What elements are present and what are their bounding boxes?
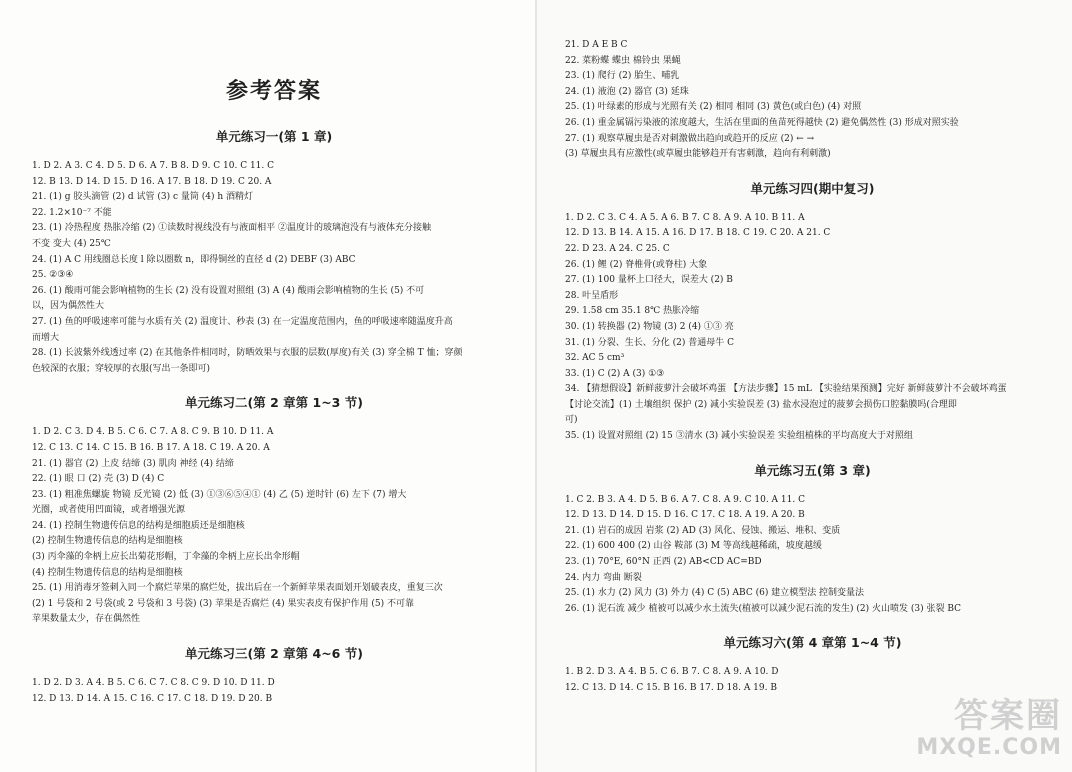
answer-line: 1. D 2. C 3. C 4. A 5. A 6. B 7. C 8. A 9. A 10. B 11. A	[565, 212, 805, 223]
answer-line: (2) 1 号袋和 2 号袋(或 2 号袋和 3 号袋) (3) 苹果是否腐烂 (4) 果实表皮有保护作用 (5) 不可靠	[32, 598, 414, 609]
unit-4-answers	[565, 211, 1060, 445]
answer-line: 25. (1) 用消毒牙签刺入同一个腐烂苹果的腐烂处，拔出后在一个新鲜苹果表面划开划破表皮，重复三次	[32, 583, 443, 594]
answer-line: 32. AC 5 cm³	[565, 353, 625, 364]
answer-line: 23. (1) 冷热程度 热胀冷缩 (2) ①读数时视线没有与液面相平 ②温度计的玻璃泡没有与液体充分接触	[32, 223, 431, 234]
answer-line: 26. (1) 酸雨可能会影响植物的生长 (2) 没有设置对照组 (3) A (4) 酸雨会影响植物的生长 (5) 不可	[32, 285, 425, 296]
unit-2-answers	[32, 425, 516, 628]
answer-line: 25. (1) 叶绿素的形成与光照有关 (2) 相同 相同 (3) 黄色(或白色) (4) 对照	[565, 102, 862, 113]
answer-line: 23. (1) 爬行 (2) 胎生、哺乳	[565, 71, 680, 82]
answer-line: 26. (1) 泥石流 减少 植被可以减少水土流失(植被可以减少泥石流的发生) (2) 火山喷发 (3) 张裂 BC	[565, 603, 961, 614]
answer-line: 23. (1) 70°E, 60°N 正西 (2) AB<CD AC=BD	[565, 557, 762, 568]
answer-line: 26. (1) 重金属镉污染液的浓度越大，生活在里面的鱼苗死得越快 (2) 避免偶然性 (3) 形成对照实验	[565, 117, 959, 128]
answer-line: 22. (1) 眼 口 (2) 壳 (3) D (4) C	[32, 474, 165, 485]
answer-line: 27. (1) 100 量杯上口径大，误差大 (2) B	[565, 275, 733, 286]
unit-5-answers	[565, 493, 1060, 618]
answer-line: 而增大	[32, 332, 60, 343]
answer-line: 12. D 13. D 14. A 15. C 16. C 17. C 18. D 19. D 20. B	[32, 693, 273, 704]
answer-line: 12. C 13. C 14. C 15. B 16. B 17. A 18. C 19. A 20. A	[32, 442, 270, 453]
watermark-logo	[842, 696, 1062, 766]
answer-line: 27. (1) 观察草履虫是否对刺激做出趋向或趋开的反应 (2) ← →	[565, 133, 815, 144]
unit-3-continued-answers	[565, 38, 1060, 163]
answer-line: 以，因为偶然性大	[32, 301, 105, 312]
answer-line: (2) 控制生物遗传信息的结构是细胞核	[32, 536, 183, 547]
answer-line: 23. (1) 粗准焦螺旋 物镜 反光镜 (2) 低 (3) ①③⑥⑤④① (4) 乙 (5) 逆时针 (6) 左下 (7) 增大	[32, 489, 407, 500]
unit-3-answers	[32, 676, 516, 707]
answer-line: 1. D 2. C 3. D 4. B 5. C 6. C 7. A 8. C 9. B 10. D 11. A	[32, 427, 274, 438]
answer-line: 24. (1) 控制生物遗传信息的结构是细胞质还是细胞核	[32, 520, 245, 531]
answer-line: 1. D 2. D 3. A 4. B 5. C 6. C 7. C 8. C 9. D 10. D 11. D	[32, 678, 275, 689]
unit-2-title: 单元练习二(第 2 章第 1~3 节)	[185, 395, 363, 411]
answer-line: 12. B 13. D 14. D 15. D 16. A 17. B 18. D 19. C 20. A	[32, 176, 272, 187]
answer-line: 色较深的衣服；穿较厚的衣服(写出一条即可)	[32, 363, 211, 374]
unit-5-title: 单元练习五(第 3 章)	[754, 462, 871, 478]
answer-line: 24. 内力 弯曲 断裂	[565, 572, 642, 583]
answer-line: 1. C 2. B 3. A 4. D 5. B 6. A 7. C 8. A 9. C 10. A 11. C	[565, 494, 805, 505]
right-page	[536, 0, 1072, 772]
answer-line: 31. (1) 分裂、生长、分化 (2) 普通母牛 C	[565, 337, 735, 348]
answer-line: 21. (1) 器官 (2) 上皮 结缔 (3) 肌肉 神经 (4) 结缔	[32, 458, 234, 469]
answer-line: 28. 叶呈盾形	[565, 290, 619, 301]
watermark-url: MXQE.COM	[916, 735, 1062, 760]
watermark-text: 答案圈	[954, 696, 1062, 736]
answer-line: (3) 草履虫具有应激性(或草履虫能够趋开有害刺激，趋向有利刺激)	[565, 149, 831, 160]
answer-line: 29. 1.58 cm 35.1 8℃ 热胀冷缩	[565, 306, 700, 317]
unit-6-title: 单元练习六(第 4 章第 1~4 节)	[723, 635, 902, 651]
answer-line: 21. D A E B C	[565, 40, 628, 50]
answer-line: 25. ②③④	[32, 270, 74, 281]
answer-line: 26. (1) 鲤 (2) 脊椎骨(或脊柱) 大象	[565, 259, 708, 270]
answer-line: (4) 控制生物遗传信息的结构是细胞核	[32, 567, 183, 578]
answer-line: 24. (1) A C 用线圈总长度 l 除以圈数 n，即得铜丝的直径 d (2) DEBF (3) ABC	[32, 254, 356, 265]
answer-line: 不变 变大 (4) 25℃	[32, 238, 111, 249]
unit-1-title: 单元练习一(第 1 章)	[215, 129, 333, 144]
answer-line: 25. (1) 水力 (2) 风力 (3) 外力 (4) C (5) ABC (6) 建立模型法 控制变量法	[565, 588, 865, 599]
answer-line: 35. (1) 设置对照组 (2) 15 ③清水 (3) 减小实验误差 实验组植株的平均高度大于对照组	[565, 431, 913, 442]
answer-line: 21. (1) g 胶头滴管 (2) d 试管 (3) c 量筒 (4) h 酒精灯	[32, 192, 253, 203]
answer-line: 12. D 13. B 14. A 15. A 16. D 17. B 18. C 19. C 20. A 21. C	[565, 228, 831, 239]
answer-line: 【讨论交流】(1) 土壤组织 保护 (2) 减小实验误差 (3) 盐水浸泡过的菠萝会损伤口腔黏膜吗(合理即	[565, 399, 957, 410]
answer-line: 28. (1) 长波紫外线透过率 (2) 在其他条件相同时，防晒效果与衣服的层数(厚度)有关 (3) 穿全棉 T 恤；穿颜	[32, 348, 463, 359]
answer-line: 21. (1) 岩石的成因 岩浆 (2) AD (3) 风化、侵蚀、搬运、堆积、变质	[565, 525, 841, 536]
answer-line: 34. 【猜想假设】新鲜菠萝汁会破坏鸡蛋 【方法步骤】15 mL 【实验结果预测】完好 新鲜菠萝汁不会破坏鸡蛋	[565, 384, 1007, 395]
answer-line: 1. D 2. A 3. C 4. D 5. D 6. A 7. B 8. D 9. C 10. C 11. C	[32, 161, 275, 171]
answer-line: (3) 丙伞藻的伞柄上应长出菊花形帽，丁伞藻的伞柄上应长出伞形帽	[32, 552, 300, 563]
unit-3-title: 单元练习三(第 2 章第 4~6 节)	[185, 646, 363, 662]
answer-line: 12. D 13. D 14. D 15. D 16. C 17. C 18. A 19. A 20. B	[565, 510, 805, 521]
answer-line: 1. B 2. D 3. A 4. B 5. C 6. B 7. C 8. A 9. A 10. D	[565, 667, 779, 678]
answer-line: 30. (1) 转换器 (2) 物镜 (3) 2 (4) ①③ 亮	[565, 321, 734, 332]
answer-line: 24. (1) 液泡 (2) 器官 (3) 延珠	[565, 86, 689, 97]
answer-line: 苹果数量太少，存在偶然性	[32, 614, 141, 625]
answer-line: 可)	[565, 415, 578, 426]
page-title: 参考答案	[225, 79, 322, 104]
answer-line: 22. 1.2×10⁻⁷ 不能	[32, 207, 112, 218]
answer-line: 22. D 23. A 24. C 25. C	[565, 243, 670, 254]
unit-6-answers	[565, 665, 1060, 696]
answer-line: 22. (1) 600 400 (2) 山谷 鞍部 (3) M 等高线越稀疏，坡度越缓	[565, 541, 822, 552]
answer-line: 22. 菜粉蝶 蝶虫 棉铃虫 果蝇	[565, 55, 681, 66]
answer-line: 27. (1) 鱼的呼吸速率可能与水质有关 (2) 温度计、秒表 (3) 在一定温度范围内，鱼的呼吸速率随温度升高	[32, 316, 453, 327]
answer-line: 33. (1) C (2) A (3) ①③	[565, 368, 665, 379]
unit-4-title: 单元练习四(期中复习)	[750, 180, 875, 196]
answer-line: 12. C 13. D 14. C 15. B 16. B 17. D 18. A 19. B	[565, 683, 777, 693]
unit-1-answers	[32, 159, 516, 377]
answer-line: 光圈，或者使用凹面镜，或者增强光源	[32, 505, 186, 516]
